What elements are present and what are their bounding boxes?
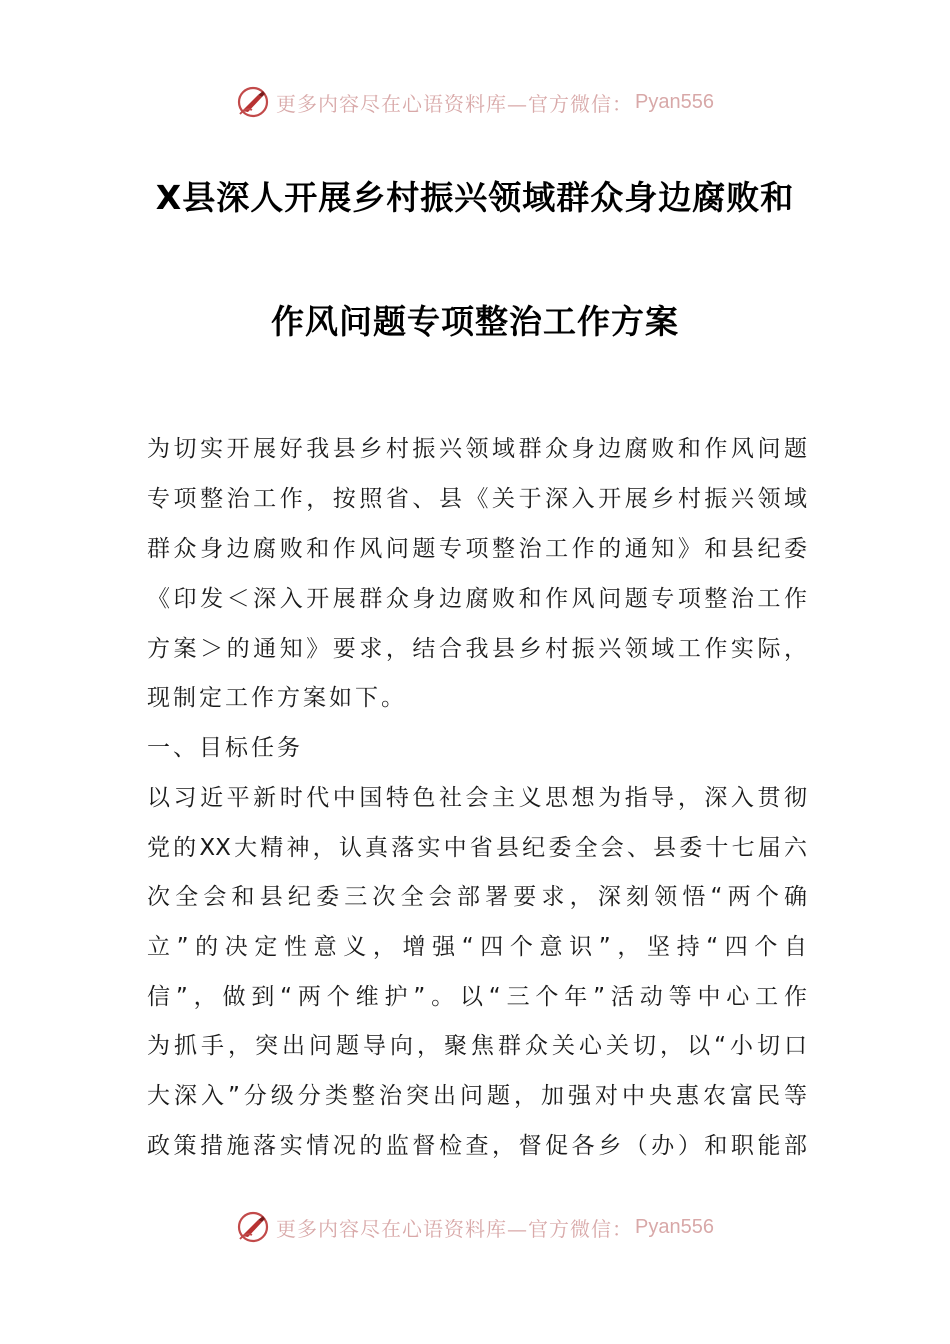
body-line: 党的XX大精神，认真落实中省县纪委全会、县委十七届六 — [147, 835, 807, 861]
body-line: 为切实开展好我县乡村振兴领域群众身边腐败和作风问题 — [147, 436, 807, 462]
body-line: 为抓手，突出问题导向，聚焦群众关心关切，以“小切口 — [147, 1033, 807, 1059]
header-watermark — [0, 82, 950, 122]
watermark-wechat-id: Pyan556 — [635, 1215, 714, 1238]
document-title-line-2: 作风问题专项整治工作方案 — [271, 302, 679, 341]
pen-logo-icon — [236, 1210, 270, 1244]
body-line: 专项整治工作，按照省、县《关于深入开展乡村振兴领域 — [147, 486, 807, 512]
body-line: 立”的决定性意义，增强“四个意识”，坚持“四个自 — [147, 934, 807, 960]
body-line: 大深入”分级分类整治突出问题，加强对中央惠农富民等 — [147, 1083, 807, 1109]
footer-watermark — [0, 1207, 950, 1247]
body-line: 政策措施落实情况的监督检查，督促各乡（办）和职能部 — [147, 1133, 807, 1159]
body-line: 信”，做到“两个维护”。以“三个年”活动等中心工作 — [147, 984, 807, 1010]
watermark-wechat-id: Pyan556 — [635, 90, 714, 113]
section-heading: 一、目标任务 — [147, 735, 303, 761]
body-line: 方案＞的通知》要求，结合我县乡村振兴领域工作实际， — [147, 636, 807, 662]
document-title-line-1: X县深人开展乡村振兴领域群众身边腐败和 — [155, 178, 795, 217]
body-line: 现制定工作方案如下。 — [147, 685, 407, 711]
body-line: 群众身边腐败和作风问题专项整治工作的通知》和县纪委 — [147, 536, 807, 562]
body-line: 以习近平新时代中国特色社会主义思想为指导，深入贯彻 — [147, 785, 807, 811]
pen-logo-icon — [236, 85, 270, 119]
watermark-text: 更多内容尽在心语资料库—官方微信： — [276, 91, 634, 116]
body-line: 《印发＜深入开展群众身边腐败和作风问题专项整治工作 — [147, 586, 807, 612]
watermark-text: 更多内容尽在心语资料库—官方微信： — [276, 1216, 634, 1241]
body-line: 次全会和县纪委三次全会部署要求，深刻领悟“两个确 — [147, 884, 807, 910]
